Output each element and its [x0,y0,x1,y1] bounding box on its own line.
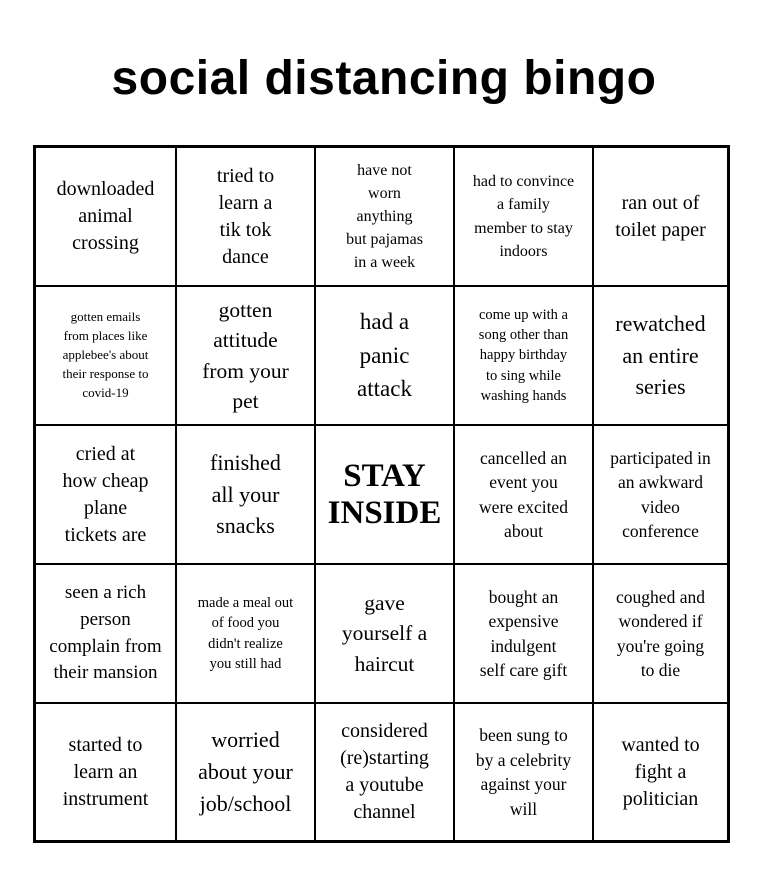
cell-text: gave yourself a haircut [341,591,428,676]
cell-text: cried at how cheap plane tickets are [62,442,149,546]
bingo-cell[interactable] [177,426,316,565]
bingo-cell[interactable] [36,704,177,840]
bingo-cell[interactable] [177,287,316,426]
bingo-cell[interactable] [316,287,455,426]
cell-text: ran out of toilet paper [615,191,706,241]
cell-text: downloaded animal crossing [56,178,155,254]
bingo-cell[interactable] [36,565,177,704]
bingo-cell[interactable] [177,148,316,287]
bingo-cell[interactable] [455,426,594,565]
cell-text: finished all your snacks [210,449,281,539]
cell-text: gotten attitude from your pet [202,298,289,413]
bingo-cell[interactable] [36,287,177,426]
cell-text: gotten emails from places like applebee's about their response to covid-19 [62,309,149,400]
cell-text: worried about your job/school [198,727,293,816]
cell-text: cancelled an event you were excited about [479,447,568,541]
bingo-cell[interactable] [594,426,727,565]
free-space-text: STAY INSIDE [327,457,442,531]
bingo-cell[interactable] [594,287,727,426]
bingo-cell[interactable] [36,148,177,287]
bingo-cell[interactable] [177,704,316,840]
cell-text: been sung to by a celebrity against your will [475,725,572,819]
bingo-cell[interactable] [177,565,316,704]
free-space[interactable] [316,426,455,565]
bingo-cell[interactable] [594,704,727,840]
bingo-cell[interactable] [455,148,594,287]
bingo-cell[interactable] [36,426,177,565]
cell-text: made a meal out of food you didn't realize you still had [197,594,294,672]
cell-text: come up with a song other than happy birthday to sing while washing hands [478,306,569,404]
bingo-cell[interactable] [594,148,727,287]
cell-text: tried to learn a tik tok dance [216,164,275,268]
bingo-cell[interactable] [455,287,594,426]
bingo-cell[interactable] [594,565,727,704]
cell-text: considered (re)starting a youtube channel [340,720,429,823]
bingo-cell[interactable] [455,704,594,840]
bingo-cell[interactable] [316,148,455,287]
cell-text: wanted to fight a politician [621,733,700,810]
cell-text: participated in an awkward video conference [610,447,711,541]
page-title: social distancing bingo [111,52,657,105]
cell-text: had a panic attack [357,309,412,402]
cell-text: seen a rich person complain from their mansion [49,581,162,684]
cell-text: had to convince a family member to stay indoors [472,173,575,260]
cell-text: started to learn an instrument [62,733,149,810]
bingo-cell[interactable] [455,565,594,704]
cell-text: coughed and wondered if you're going to die [616,586,705,680]
bingo-cell[interactable] [316,704,455,840]
cell-text: bought an expensive indulgent self care gift [479,586,568,680]
cell-text: rewatched an entire series [615,310,706,400]
bingo-board [33,145,730,843]
cell-text: have not worn anything but pajamas in a week [346,161,423,272]
bingo-cell[interactable] [316,565,455,704]
